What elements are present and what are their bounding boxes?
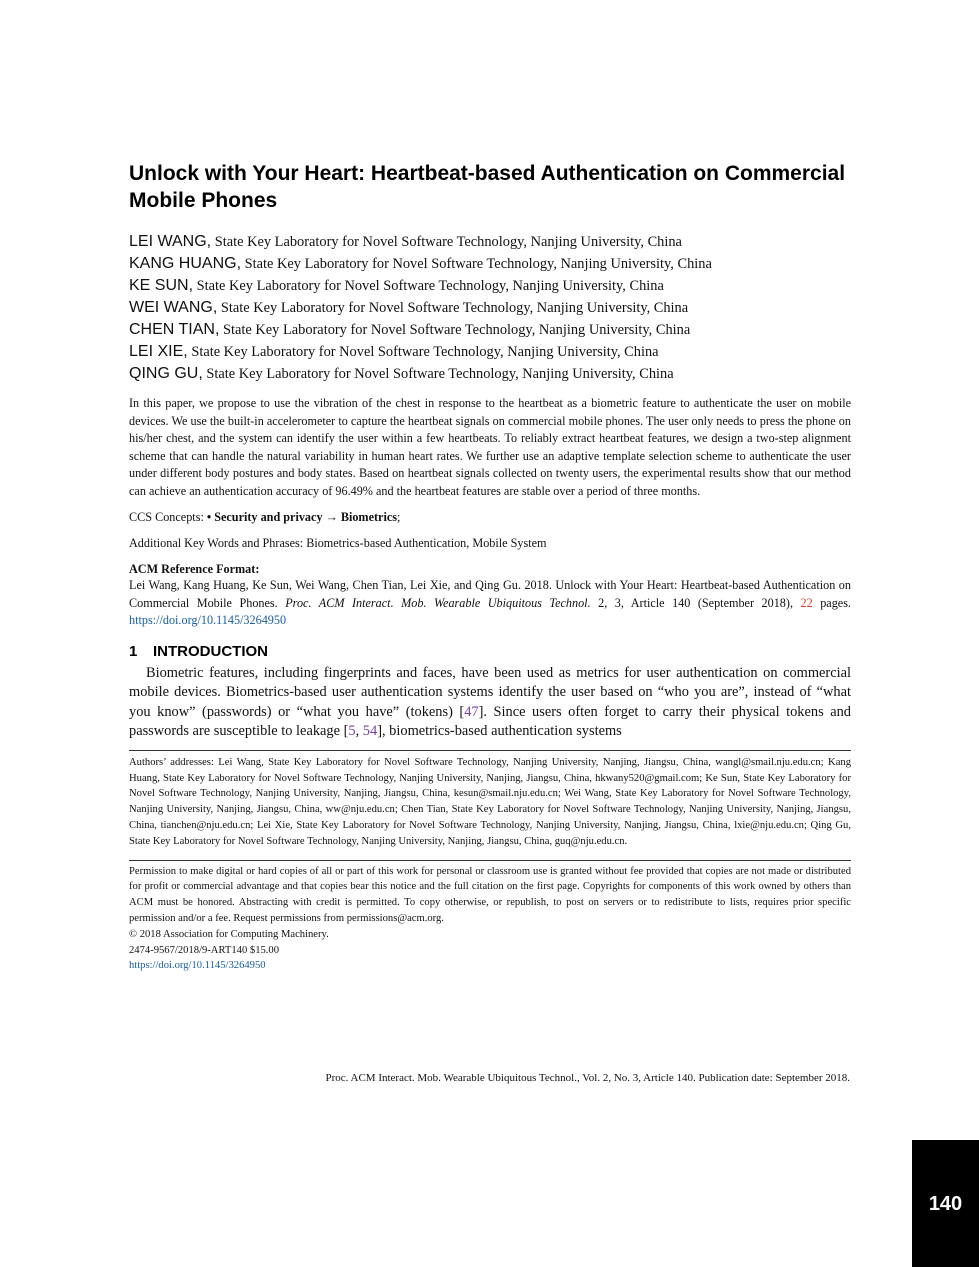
author-affiliation: State Key Laboratory for Novel Software Technology, Nanjing University, China	[220, 300, 689, 316]
reference-venue: Proc. ACM Interact. Mob. Wearable Ubiquitous Technol.	[285, 595, 591, 610]
keywords-label: Additional Key Words and Phrases:	[129, 536, 304, 550]
author-affiliation: State Key Laboratory for Novel Software Technology, Nanjing University, China	[244, 256, 712, 272]
author-name: KE SUN,	[129, 277, 194, 294]
reference-page-count[interactable]: 22	[800, 595, 813, 610]
author-line	[129, 275, 851, 297]
abstract: In this paper, we propose to use the vibration of the chest in response to the heartbeat as a biometric feature to authenticate the user on mobile devices. We use the built-in accelerometer to capture the heartbeat signals on commercial mobile phones. The user only needs to press the phone on his/her chest, and the system can identify the user within a few heartbeats. To reliably extract heartbeat features, we design a two-step alignment scheme that can handle the natural variability in human heart rates. We further use an adaptive template selection scheme to authenticate the user under different body postures and body states. Based on heartbeat signals collected on twenty users, the experimental results show that our method can achieve an authentication accuracy of 96.49% and the heartbeat features are stable over a period of three months.	[129, 396, 851, 498]
footer-doi-link[interactable]: https://doi.org/10.1145/3264950	[129, 960, 266, 972]
author-line	[129, 297, 851, 319]
ccs-concept: Security and privacy → Biometrics	[214, 510, 397, 524]
author-name: LEI WANG,	[129, 233, 212, 250]
author-name: KANG HUANG,	[129, 255, 242, 272]
paper-title: Unlock with Your Heart: Heartbeat-based Authentication on Commercial Mobile Phones	[129, 162, 846, 212]
author-addresses: Authors’ addresses: Lei Wang, State Key Laboratory for Novel Software Technology, Nanjing University, Nanjing, Jiangsu, China, wangl@smail.nju.edu.cn; Kang Huang, State Key Laboratory for Novel Software Technology, Nanjing University, Nanjing, Jiangsu, China, hkwany520@gmail.com; Ke Sun, State Key Laboratory for Novel Software Technology, Nanjing University, Nanjing, Jiangsu, China, kesun@smail.nju.edu.cn; Wei Wang, State Key Laboratory for Novel Software Technology, Nanjing University, Nanjing, Jiangsu, China, ww@nju.edu.cn; Chen Tian, State Key Laboratory for Novel Software Technology, Nanjing University, Nanjing, Jiangsu, China, tianchen@nju.edu.cn; Lei Xie, State Key Laboratory for Novel Software Technology, Nanjing University, Nanjing, Jiangsu, China, lxie@nju.edu.cn; Qing Gu, State Key Laboratory for Novel Software Technology, Nanjing University, Nanjing, Jiangsu, China, guq@nju.edu.cn.	[129, 756, 851, 847]
page-number-tab	[912, 1140, 979, 1267]
reference-pages-word: pages.	[820, 595, 851, 610]
author-affiliation: State Key Laboratory for Novel Software Technology, Nanjing University, China	[196, 278, 664, 294]
reference-doi-link[interactable]: https://doi.org/10.1145/3264950	[129, 613, 287, 627]
intro-text: ], biometrics-based authentication systems	[377, 723, 622, 740]
ccs-label: CCS Concepts:	[129, 510, 204, 524]
permission-divider	[129, 860, 851, 861]
reference-authors: Lei Wang, Kang Huang, Ke Sun, Wei Wang, Chen Tian, Lei Xie, and Qing Gu. 2018. Unlock with Your Heart: Heartbeat-based Authentication on Commercial Mobile Phones.	[129, 578, 851, 610]
author-name: CHEN TIAN,	[129, 321, 220, 338]
author-line	[129, 363, 851, 385]
keywords-value: Biometrics-based Authentication, Mobile System	[306, 536, 547, 550]
copyright-line: © 2018 Association for Computing Machinery.	[129, 928, 329, 940]
running-footer: Proc. ACM Interact. Mob. Wearable Ubiquitous Technol., Vol. 2, No. 3, Article 140. Publication date: September 2018.	[325, 1072, 850, 1084]
section-heading	[129, 642, 851, 662]
author-list	[129, 231, 851, 385]
author-affiliation: State Key Laboratory for Novel Software Technology, Nanjing University, China	[223, 322, 691, 338]
author-affiliation: State Key Laboratory for Novel Software Technology, Nanjing University, China	[214, 234, 682, 250]
citation-link[interactable]: 5	[348, 723, 356, 740]
ccs-concepts	[129, 509, 851, 526]
author-line	[129, 319, 851, 341]
author-name: LEI XIE,	[129, 343, 188, 360]
ccs-bullet: •	[206, 510, 212, 524]
reference-format	[129, 577, 851, 630]
citation-link[interactable]: 54	[362, 723, 378, 740]
author-line	[129, 231, 851, 253]
issn-line: 2474-9567/2018/9-ART140 $15.00	[129, 944, 280, 956]
intro-text: Biometric features, including fingerprints and faces, have been used as metrics for user authentication on commercial mobile devices. Biometrics-based user authentication systems identify the user based on “who you are”, instead of “what you know” (passwords) or “what you have” (tokens) [	[129, 664, 851, 720]
author-line	[129, 341, 851, 363]
ccs-suffix: ;	[397, 510, 401, 524]
author-name: QING GU,	[129, 365, 203, 382]
keywords	[129, 535, 851, 552]
citation-separator: ,	[355, 723, 363, 740]
footnote-divider	[129, 750, 851, 751]
reference-format-heading: ACM Reference Format:	[129, 562, 260, 576]
author-affiliation: State Key Laboratory for Novel Software Technology, Nanjing University, China	[191, 344, 659, 360]
citation-link[interactable]: 47	[464, 703, 479, 720]
intro-paragraph	[129, 664, 851, 742]
section-title: INTRODUCTION	[153, 642, 268, 660]
intro-text: ]. Since users often forget to carry their physical tokens and passwords are susceptible to leakage [	[129, 703, 851, 740]
permission-notice: Permission to make digital or hard copies of all or part of this work for personal or classroom use is granted without fee provided that copies are not made or distributed for profit or commercial advantage and that copies bear this notice and the full citation on the first page. Copyrights for components of this work owned by others than ACM must be honored. Abstracting with credit is permitted. To copy otherwise, or republish, to post on servers or to redistribute to lists, requires prior specific permission and/or a fee. Request permissions from permissions@acm.org.	[129, 865, 851, 925]
reference-details: 2, 3, Article 140 (September 2018),	[598, 595, 793, 610]
author-name: WEI WANG,	[129, 299, 218, 316]
author-affiliation: State Key Laboratory for Novel Software Technology, Nanjing University, China	[206, 366, 674, 382]
page-number: 140	[928, 1193, 963, 1215]
paper-page	[129, 160, 851, 974]
author-line	[129, 253, 851, 275]
section-number: 1	[129, 642, 138, 660]
